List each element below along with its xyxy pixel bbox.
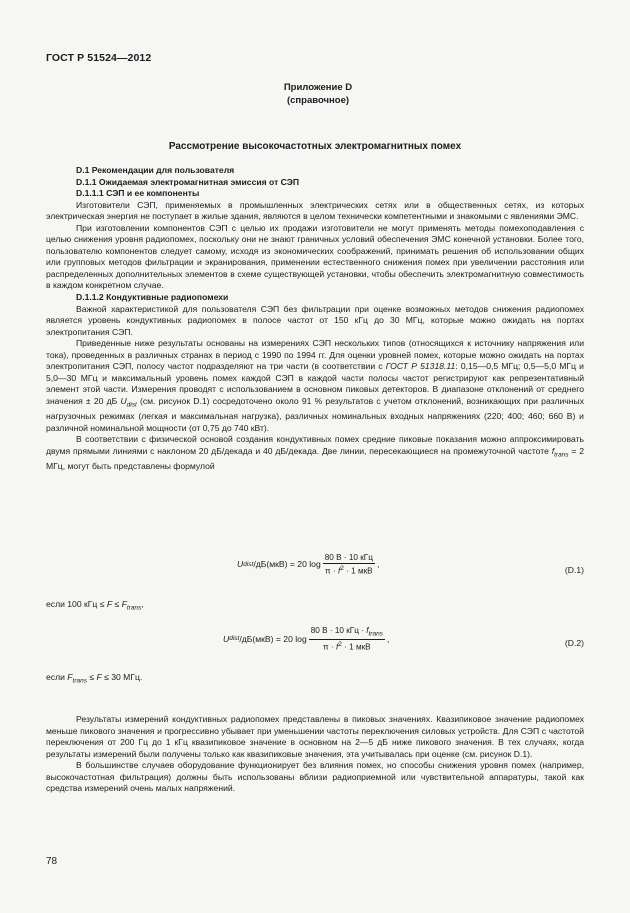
condition-d2: если $F_{trans} \le F \le 30$ МГц. — [46, 672, 143, 685]
standard-reference: ГОСТ Р 51318.11 — [385, 361, 456, 372]
annex-subtitle: (справочное) — [286, 95, 350, 106]
page-number: 78 — [46, 856, 58, 867]
paragraph-characteristic: Важной характеристикой для пользователя СЭП без фильтрации при оценке возможных методов снижения радиопомех является уровень кондуктивных радиопомех в полосе частот от 150 кГц до 30 МГц, которые можно ожидать на портах электропитания СЭП. — [46, 303, 584, 337]
paragraph-quasipeak: Результаты измерений кондуктивных радиопомех представлены в пиковых значениях. Квазипиковое значение радиопомех меньше пикового значения и прогрессивно убывает при уменьшении частоты переключения силовых устройств. Для СЭП с частотой переключения от 200 Гц до 1 кГц квазипиковое значение в основном на 2—5 дБ ниже пикового значения. В тех случаях, когда результаты измерений были получены только как квазипиковые значения, эта учитывалась при оценке (см. рисунок D.1). — [46, 714, 584, 759]
heading-d112: D.1.1.2 Кондуктивные радиопомехи — [76, 292, 229, 303]
paragraph-results: Приведенные ниже результаты основаны на измерениях СЭП нескольких типов (относящихся к источнику напряжения или тока), проведенных в различных странах в период с 1990 по 1994 гг. Для оценки уровней помех, которые можно ожидать на портах электропитания СЭП, полосу частот подразделяют на три части (в соответствии с ГОСТ Р 51318.11: 0,15—0,5 МГц; 0,5—5,0 МГц и 5,0—30 МГц и максимальный уровень помех каждой СЭП в каждой части полосы частот регистрируют как репрезентативный элемент этой части. Измерения проводят с использованием в основном пиковых детекторов. В диапазоне отклонений от среднего значения ± 20 дБ $U_{dist}$ (см. рисунок D.1) сосредоточено около 91 % результатов с учетом отклонений, возникающих при различных нагрузочных режимах (легкая и максимальная нагрузка), различных номинальных входных напряжениях (220; 400; 460; 660 В) и различной номинальной мощности (от 0,75 до 740 кВт). — [46, 338, 584, 433]
standard-code: ГОСТ Р 51524—2012 — [46, 52, 152, 64]
formula-d1: U dist /дБ(мкВ) = 20 log $\frac{\text{80 В · 10 кГц}}{\pi \cdot f^2 \cdot 1 мкВ}$ , (D.1) — [237, 553, 584, 576]
heading-d11: D.1.1 Ожидаемая электромагнитная эмиссия от СЭП — [76, 176, 300, 187]
paragraph-approximation: В соответствии с физической основой создания кондуктивных помех средние пиковые показания можно аппроксимировать двумя прямыми линиями с наклоном 20 дБ/декада и 40 дБ/декада. Две линии, пересекающиеся на промежуточной частоте $f_{trans} = 2$ МГц, могут быть представлены формулой — [46, 434, 585, 472]
formula-d2-fraction: $\frac{80 В \cdot 10 кГц \cdot f_{trans}}{\pi \cdot f^2 \cdot 1 мкВ}$ — [310, 626, 383, 652]
heading-d1: D.1 Рекомендации для пользователя — [76, 165, 235, 175]
formula-d2: U dist /дБ(мкВ) = 20 log $\frac{80 В \cdot 10 кГц \cdot f_{trans}}{\pi \cdot f^2 \cdot 1 мкВ}$ , (D.2) — [223, 626, 584, 652]
paragraph-manufacturers: Изготовители СЭП, применяемых в промышленных электрических сетях или в общественных сетях, из которых электрическая энергия не поступает в жилые здания, являются в целом технически компетентными и знакомыми с явлениями ЭМС. — [46, 199, 584, 222]
body-text-continued — [46, 714, 584, 795]
condition-d1: если 100 кГц ≤ $F \le F_{trans}$, — [46, 599, 144, 612]
paragraph-mitigation: В большинстве случаев оборудование функционирует без влияния помех, но способы снижения уровня помех (например, высокочастотная фильтрация) должны быть использованы вблизи радиоприемной или чувствительной аппаратуры, такой как средства измерений очень малых напряжений. — [46, 760, 584, 794]
section-title: Рассмотрение высокочастотных электромагнитных помех — [168, 141, 462, 152]
equation-number-d1: (D.1) — [564, 565, 584, 575]
equation-number-d2: (D.2) — [564, 638, 584, 648]
body-text — [46, 165, 584, 473]
heading-d111: D.1.1.1 СЭП и ее компоненты — [76, 188, 200, 199]
paragraph-components: При изготовлении компонентов СЭП с целью их продажи изготовители не могут применять методы помехоподавления с целью снижения уровня радиопомех, поскольку они не знают граничных условий обеспечения ЭМС конечной установки. Более того, пользователю компонентов следует самому, исходя из экономических соображений, принимать решения об использовании общих или групповых методов фильтрации и экранирования, применении естественного снижения помех при увеличении расстояния или распределенных дополнительных элементов в схеме существующей установки, чтобы обеспечить электромагнитную совместимость в каждом конкретном случае. — [46, 222, 584, 291]
annex-title: Приложение D — [283, 82, 353, 93]
formula-d1-fraction: $\frac{\text{80 В · 10 кГц}}{\pi \cdot f^2 \cdot 1 мкВ}$ — [324, 553, 373, 576]
